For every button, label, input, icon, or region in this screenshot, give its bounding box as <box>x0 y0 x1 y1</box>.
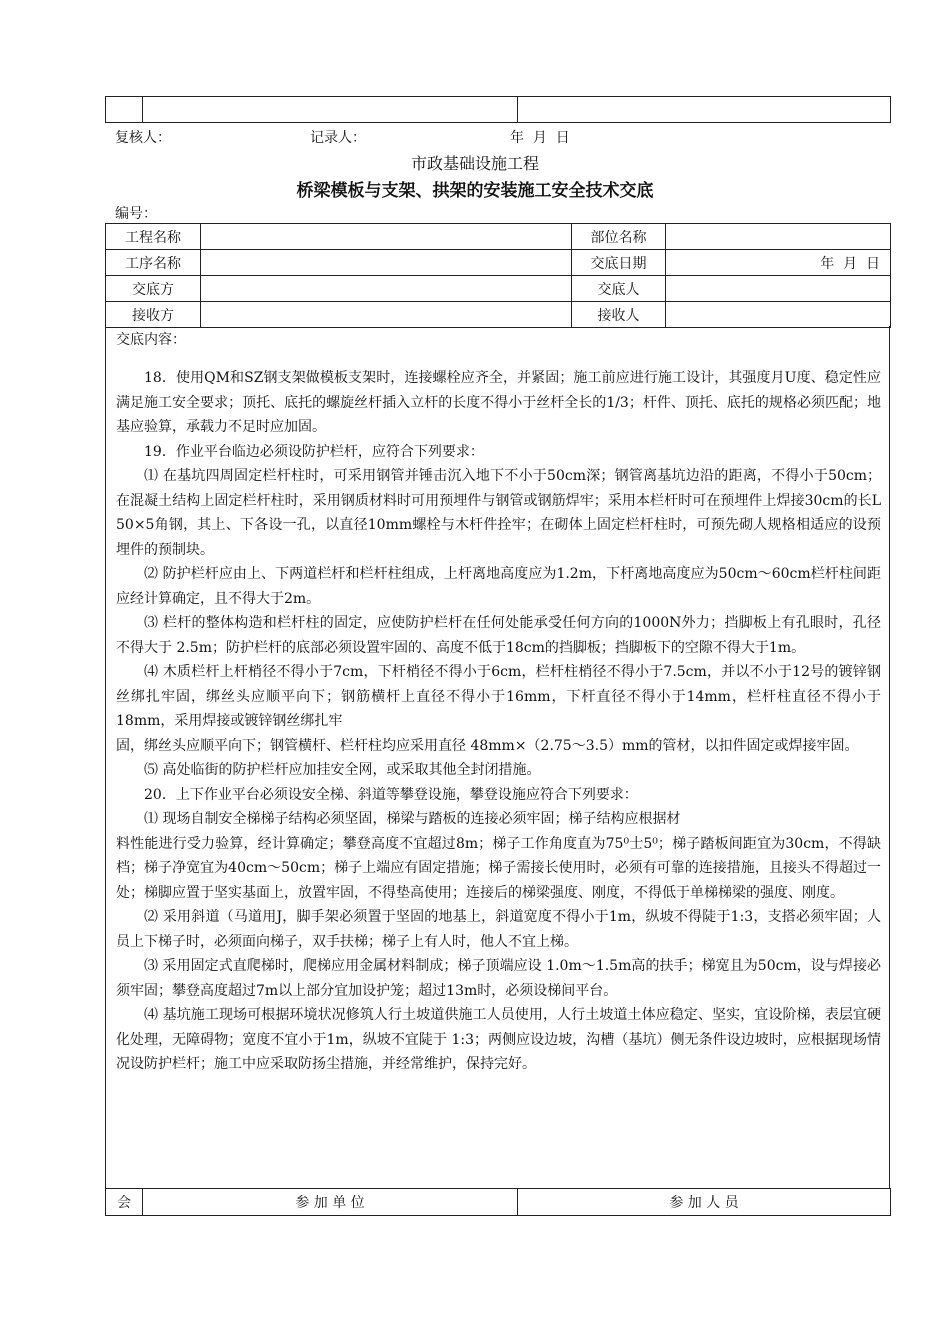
meeting-label: 会 <box>106 1189 143 1216</box>
content-paragraph: 20．上下作业平台必须设安全梯、斜道等攀登设施，攀登设施应符合下列要求： <box>144 786 638 803</box>
handover-date-label: 交底日期 <box>572 250 666 276</box>
process-name-label: 工序名称 <box>106 250 201 276</box>
info-table <box>105 223 891 328</box>
top-table-cell <box>518 97 891 123</box>
process-name-value[interactable] <box>201 250 572 276</box>
content-paragraph: 18．使用QM和SZ钢支架做模板支架时，连接螺栓应齐全，并紧固；施工前应进行施工设计，其强度月U度、稳定性应满足施工安全要求；顶托、底托的螺旋丝杆插入立杆的长度不得小于丝杆全长的1/3；杆件、顶托、底托的规格必须匹配；地基应验算，承载力不足时应加固。 <box>116 370 881 435</box>
content-section <box>105 326 890 1188</box>
content-paragraph: ⑵ 防护栏杆应由上、下两道栏杆和栏杆柱组成，上杆离地高度应为1.2m，下杆离地高度应为50cm～60cm栏杆柱间距应经计算确定，且不得大于2m。 <box>116 566 881 607</box>
reviewer-label: 复核人： <box>115 130 171 146</box>
content-paragraph: ⑸ 高处临街的防护栏杆应加挂安全网，或采取其他全封闭措施。 <box>144 762 541 778</box>
handover-party-value[interactable] <box>201 276 572 302</box>
code-label: 编号： <box>115 206 157 222</box>
top-table-cell <box>106 97 143 123</box>
project-name-value[interactable] <box>201 224 572 250</box>
handover-date-value[interactable]: 年 月 日 <box>666 250 891 276</box>
receiving-party-value[interactable] <box>201 302 572 328</box>
content-paragraph: ⑴ 在基坑四周固定栏杆柱时，可采用钢管并锤击沉入地下不小于50cm深；钢管离基坑边沿的距离，不得小于50cm；在混凝土结构上固定栏杆柱时，采用钢质材料时可用预埋件与钢管或钢筋焊牢；采用本栏杆时可在预埋件上焊接30cm的长L 50×5角钢，其上、下各设一孔，以直径10mm螺栓与木杆件拴牢；在砌体上固定栏杆柱时，可预先砌人规格相适应的设预埋件的预制块。 <box>116 468 881 558</box>
content-body <box>116 366 881 1077</box>
handover-party-label: 交底方 <box>106 276 201 302</box>
content-paragraph: 19．作业平台临边必须设防护栏杆，应符合下列要求： <box>144 443 484 460</box>
part-name-value[interactable] <box>666 224 891 250</box>
participants-header: 参 加 人 员 <box>518 1189 891 1216</box>
top-table-fragment <box>105 96 891 123</box>
receiver-label: 接收人 <box>572 302 666 328</box>
content-paragraph: ⑵ 采用斜道（马道用J，脚手架必须置于坚固的地基上，斜道宽度不得小于1m，纵坡不得陡于1:3，支搭必须牢固；人员上下梯子时，必须面向梯子，双手扶梯；梯子上有人时，他人不宜上梯。 <box>116 909 881 950</box>
content-paragraph: ⑶ 采用固定式直爬梯时，爬梯应用金属材料制成；梯子顶端应设 1.0m～1.5m高的扶手；梯宽且为50cm，设与焊接必须牢固；攀登高度超过7m以上部分宜加设护笼；超过13m时，必须设梯间平台。 <box>116 958 881 999</box>
document-subtitle: 市政基础设施工程 <box>410 154 539 173</box>
content-label: 交底内容： <box>116 332 186 348</box>
receiver-value[interactable] <box>666 302 891 328</box>
document-title: 桥梁模板与支架、拱架的安装施工安全技术交底 <box>296 181 654 201</box>
content-paragraph: 固，绑丝头应顺平向下；钢管横杆、栏杆柱均应采用直径 48mm×（2.75～3.5）mm的管材，以扣件固定或焊接牢固。 <box>116 737 859 754</box>
handover-person-label: 交底人 <box>572 276 666 302</box>
signature-date: 年 月 日 <box>510 130 570 146</box>
handover-person-value[interactable] <box>666 276 891 302</box>
content-paragraph: ⑷ 基坑施工现场可根据环境状况修筑人行土坡道供施工人员使用，人行土坡道土体应稳定、坚实，宜设阶梯，表层宜硬化处理，无障碍物；宽度不宜小于1m，纵坡不宜陡于 1:3；两侧应设边坡，沟槽（基坑）侧无条件设边坡时，应根据现场情况设防护栏杆；施工中应采取防扬尘措施，并经常维护，保持完好。 <box>116 1007 881 1072</box>
recorder-label: 记录人： <box>310 130 366 146</box>
receiving-party-label: 接收方 <box>106 302 201 328</box>
content-paragraph: ⑶ 栏杆的整体构造和栏杆柱的固定，应使防护栏杆在任何处能承受任何方向的1000N外力；挡脚板上有孔眼时，孔径不得大于 2.5m；防护栏杆的底部必须设置牢固的、高度不低于18cm的挡脚板；挡脚板下的空隙不得大于1m。 <box>116 615 881 656</box>
top-table-cell <box>143 97 518 123</box>
participants-table <box>105 1188 891 1216</box>
project-name-label: 工程名称 <box>106 224 201 250</box>
content-paragraph: 料性能进行受力验算，经计算确定；攀登高度不宜超过8m；梯子工作角度直为75⁰士5⁰；梯子踏板间距宜为30cm，不得缺档；梯子净宽宜为40cm～50cm；梯子上端应有固定措施；梯子需接长使用时，必须有可靠的连接措施，且接头不得超过一处；梯脚应置于坚实基面上，放置牢固，不得垫高使用；连接后的梯梁强度、刚度，不得低于单梯梯梁的强度、刚度。 <box>116 835 881 901</box>
content-paragraph: ⑴ 现场自制安全梯梯子结构必须坚固，梯梁与踏板的连接必须牢固；梯子结构应根据材 <box>144 811 681 827</box>
participating-units-header: 参 加 单 位 <box>143 1189 518 1216</box>
content-paragraph: ⑷ 木质栏杆上杆梢径不得小于7cm，下杆梢径不得小于6cm，栏杆柱梢径不得小于7.5cm，并以不小于12号的镀锌钢丝绑扎牢固，绑丝头应顺平向下；钢筋横杆上直径不得小于16mm，下杆直径不得小于14mm，栏杆柱直径不得小于18mm，采用焊接或镀锌钢丝绑扎牢 <box>116 664 881 729</box>
part-name-label: 部位名称 <box>572 224 666 250</box>
